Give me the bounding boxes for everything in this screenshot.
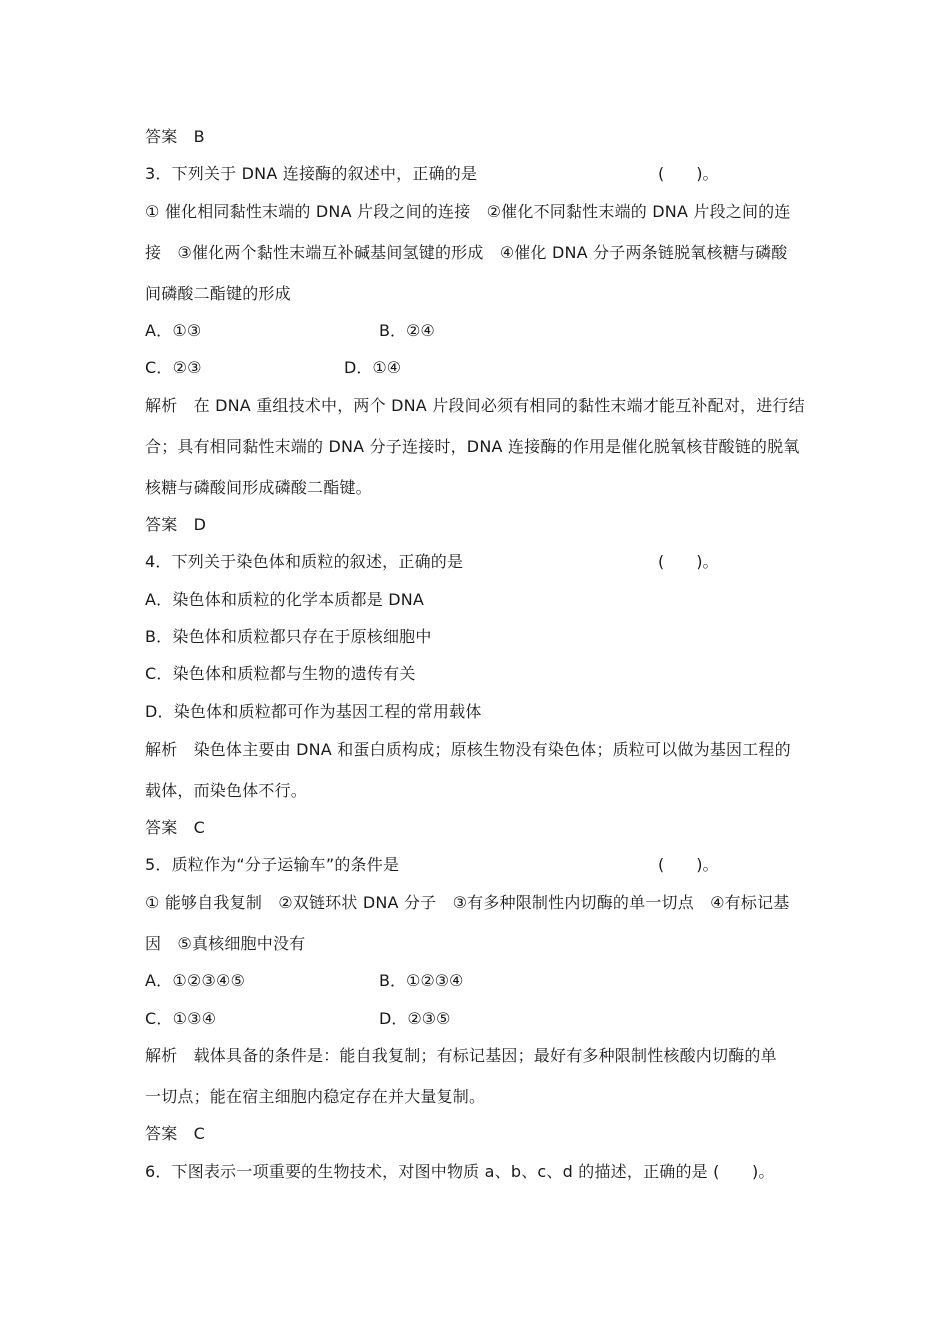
- q4-answer: 答案 C: [145, 818, 205, 837]
- q3-statement-line-3: 间磷酸二酯键的形成: [145, 284, 291, 303]
- q4-option-d: D．染色体和质粒都可作为基因工程的常用载体: [145, 702, 482, 721]
- q3-option-d: D．①④: [344, 358, 402, 377]
- q3-stem: 3．下列关于 DNA 连接酶的叙述中，正确的是: [145, 164, 478, 183]
- q5-statement-line-1: ① 能够自我复制 ②双链环状 DNA 分子 ③有多种限制性内切酶的单一切点 ④有标记基: [145, 893, 790, 912]
- q5-answer-bracket: ( )。: [658, 855, 719, 874]
- q5-stem: 5．质粒作为“分子运输车”的条件是: [145, 855, 400, 874]
- q3-statement-line-2: 接 ③催化两个黏性末端互补碱基间氢键的形成 ④催化 DNA 分子两条链脱氧核糖与磷酸: [145, 243, 788, 262]
- q4-option-a: A．染色体和质粒的化学本质都是 DNA: [145, 590, 425, 609]
- q3-analysis-line-3: 核糖与磷酸间形成磷酸二酯键。: [145, 478, 372, 497]
- answer-q2: 答案 B: [145, 127, 205, 146]
- q5-option-c: C．①③④: [145, 1009, 217, 1028]
- q3-option-b: B．②④: [379, 321, 435, 340]
- q3-statement-line-1: ① 催化相同黏性末端的 DNA 片段之间的连接 ②催化不同黏性末端的 DNA 片段之间的连: [145, 202, 791, 221]
- q3-answer: 答案 D: [145, 515, 207, 534]
- q6-stem: 6．下图表示一项重要的生物技术，对图中物质 a、b、c、d 的描述，正确的是 ( )。: [145, 1162, 775, 1181]
- q4-analysis-line-1: 解析 染色体主要由 DNA 和蛋白质构成；原核生物没有染色体；质粒可以做为基因工程的: [145, 740, 791, 759]
- q3-analysis-line-1: 解析 在 DNA 重组技术中，两个 DNA 片段间必须有相同的黏性末端才能互补配对，进行结: [145, 396, 805, 415]
- q5-option-a: A．①②③④⑤: [145, 971, 246, 990]
- q5-option-b: B．①②③④: [379, 971, 464, 990]
- q5-statement-line-2: 因 ⑤真核细胞中没有: [145, 934, 306, 953]
- q5-option-d: D．②③⑤: [379, 1009, 451, 1028]
- q3-option-a: A．①③: [145, 321, 202, 340]
- q4-answer-bracket: ( )。: [658, 552, 719, 571]
- q5-analysis-line-2: 一切点；能在宿主细胞内稳定存在并大量复制。: [145, 1087, 486, 1106]
- q5-answer: 答案 C: [145, 1124, 205, 1143]
- q4-option-c: C．染色体和质粒都与生物的遗传有关: [145, 664, 416, 683]
- q3-option-c: C．②③: [145, 358, 202, 377]
- q5-analysis-line-1: 解析 载体具备的条件是：能自我复制；有标记基因；最好有多种限制性核酸内切酶的单: [145, 1046, 777, 1065]
- q3-analysis-line-2: 合；具有相同黏性末端的 DNA 分子连接时，DNA 连接酶的作用是催化脱氧核苷酸链的脱氧: [145, 437, 800, 456]
- q4-option-b: B．染色体和质粒都只存在于原核细胞中: [145, 627, 432, 646]
- q3-answer-bracket: ( )。: [658, 164, 719, 183]
- q4-analysis-line-2: 载体，而染色体不行。: [145, 781, 308, 800]
- q4-stem: 4．下列关于染色体和质粒的叙述，正确的是: [145, 552, 464, 571]
